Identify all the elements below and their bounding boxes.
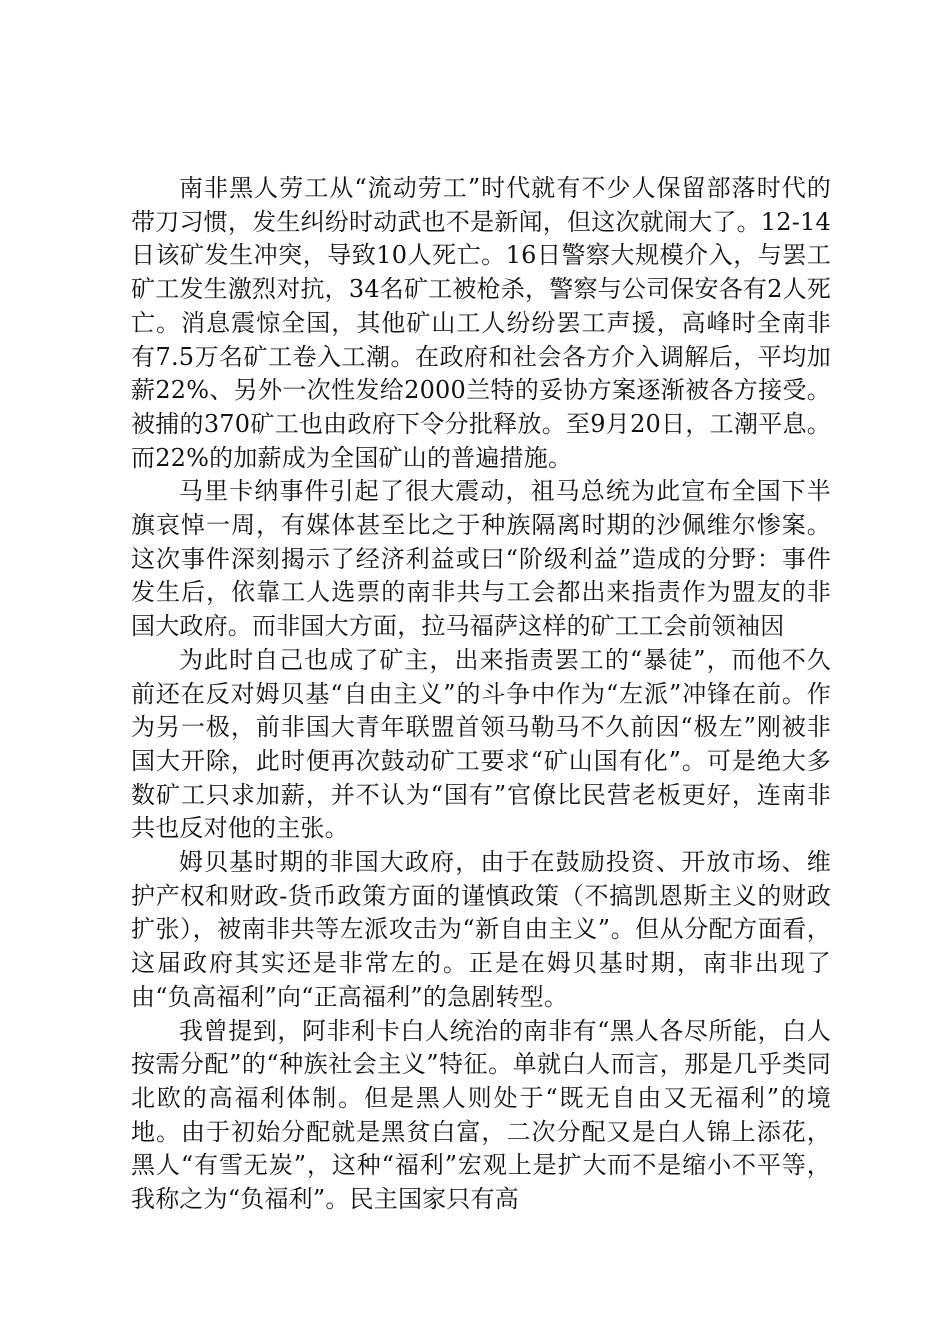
paragraph-mbeki-government: 姆贝基时期的非国大政府，由于在鼓励投资、开放市场、维护产权和财政-货币政策方面的谨慎政策（不搞凯恩斯主义的财政扩张），被南非共等左派攻击为“新自由主义”。但从分配方面看，这届政府其实还是非常左的。正是在姆贝基时期，南非出现了由“负高福利”向“正高福利”的急剧转型。: [131, 848, 831, 1011]
paragraph-marikana-strike: 南非黑人劳工从“流动劳工”时代就有不少人保留部落时代的带刀习惯，发生纠纷时动武也不是新闻，但这次就闹大了。12-14日该矿发生冲突，导致10人死亡。16日警察大规模介入，与罢工矿工发生激烈对抗，34名矿工被枪杀，警察与公司保安各有2人死亡。消息震惊全国，其他矿山工人纷纷罢工声援，高峰时全南非有7.5万名矿工卷入工潮。在政府和社会各方介入调解后，平均加薪22%、另外一次性发给2000兰特的妥协方案逐渐被各方接受。被捕的370矿工也由政府下令分批释放。至9月20日，工潮平息。而22%的加薪成为全国矿山的普遍措施。: [131, 174, 831, 472]
paragraph-national-mourning: 马里卡纳事件引起了很大震动，祖马总统为此宣布全国下半旗哀悼一周，有媒体甚至比之于种族隔离时期的沙佩维尔惨案。这次事件深刻揭示了经济利益或曰“阶级利益”造成的分野：事件发生后，依靠工人选票的南非共与工会都出来指责作为盟友的非国大政府。而非国大方面，拉马福萨这样的矿工工会前领袖因: [131, 477, 831, 641]
paragraph-negative-welfare: 我曾提到，阿非利卡白人统治的南非有“黑人各尽所能，白人按需分配”的“种族社会主义”特征。单就白人而言，那是几乎类同北欧的高福利体制。但是黑人则处于“既无自由又无福利”的境地。由于初始分配就是黑贫白富，二次分配又是白人锦上添花，黑人“有雪无炭”，这种“福利”宏观上是扩大而不是缩小不平等，我称之为“负福利”。民主国家只有高: [131, 1016, 831, 1214]
document-page: [131, 172, 831, 1217]
paragraph-ramaphosa-malema: 为此时自己也成了矿主，出来指责罢工的“暴徒”，而他不久前还在反对姆贝基“自由主义”的斗争中作为“左派”冲锋在前。作为另一极，前非国大青年联盟首领马勒马不久前因“极左”刚被非国大开除，此时便再次鼓动矿工要求“矿山国有化”。可是绝大多数矿工只求加薪，并不认为“国有”官僚比民营老板更好，连南非共也反对他的主张。: [131, 645, 831, 843]
